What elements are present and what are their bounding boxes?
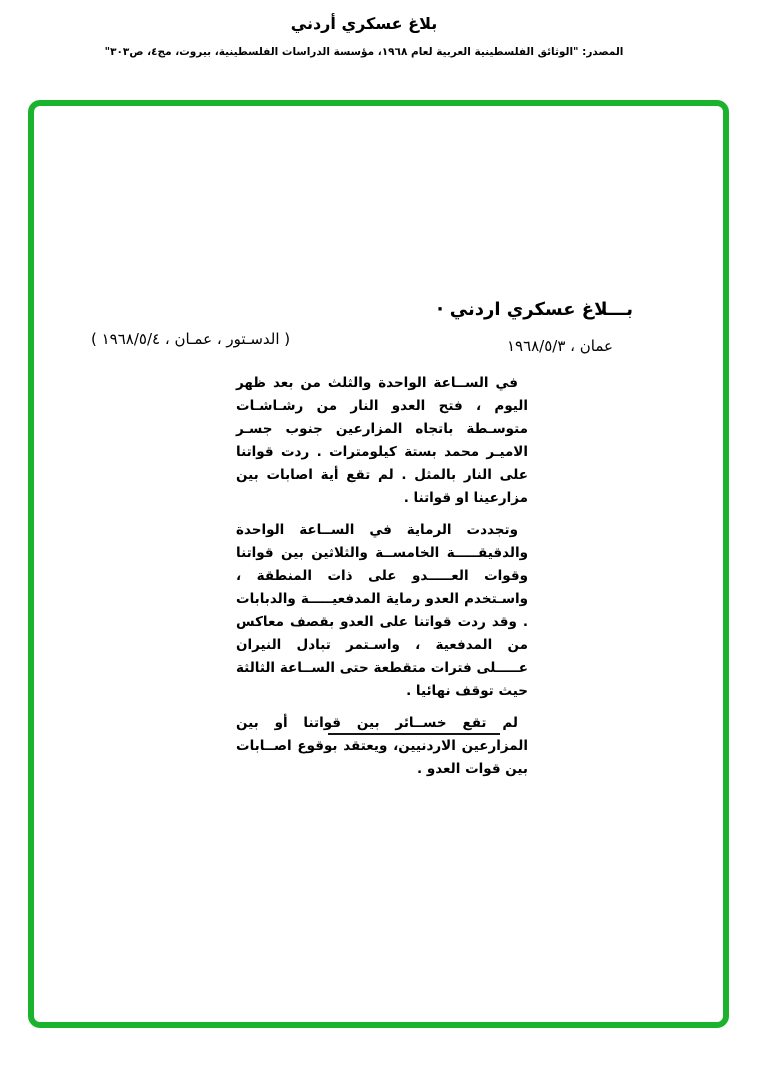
document-attribution: ( الدسـتور ، عمـان ، ١٩٦٨/٥/٤ ) bbox=[91, 330, 291, 348]
page-title: بلاغ عسكري أردني bbox=[290, 14, 438, 33]
paragraph-1: في الســاعة الواحدة والثلث من بعد ظهر اليوم ، فتح العدو النار من رشـاشـات متوسـطة باتجاه المزارعين جنوب جسـر الاميـر محمد بستة كيلومترات . ردت قواتنا على النار بالمثل . لم تقع أية اصابات بين مزارعينا او قواتنا . bbox=[236, 375, 528, 506]
document-body bbox=[236, 372, 528, 790]
document-frame bbox=[28, 100, 729, 1028]
signature-divider bbox=[328, 733, 500, 735]
paragraph-3: لم تقع خســائر بين قواتنا أو بين المزارعين الاردنيين، ويعتقد بوقوع اصــابات بين قوات العدو . bbox=[236, 715, 528, 777]
document-heading: بـــلاغ عسكري اردني · bbox=[436, 299, 633, 320]
source-citation: المصدر: "الوثائق الفلسطينية العربية لعام ١٩٦٨، مؤسسة الدراسات الفلسطينية، بيروت، مج٤، ص٣٠٣" bbox=[104, 46, 624, 58]
paragraph-2: وتجددت الرماية في الســاعة الواحدة والدقيقـــــة الخامســة والثلاثين بين قواتنا وقوات العـــــدو على ذات المنطقة ، واسـتخدم العدو رماية المدفعيـــــة والدبابات . وقد ردت قواتنا على العدو بقصف معاكس من المدفعية ، واسـتمر تبادل النيران عـــــلى فترات متقطعة حتى الســاعة الثالثة حيث توقف نهائيا . bbox=[236, 522, 528, 699]
document-dateline: عمان ، ١٩٦٨/٥/٣ bbox=[506, 337, 613, 355]
